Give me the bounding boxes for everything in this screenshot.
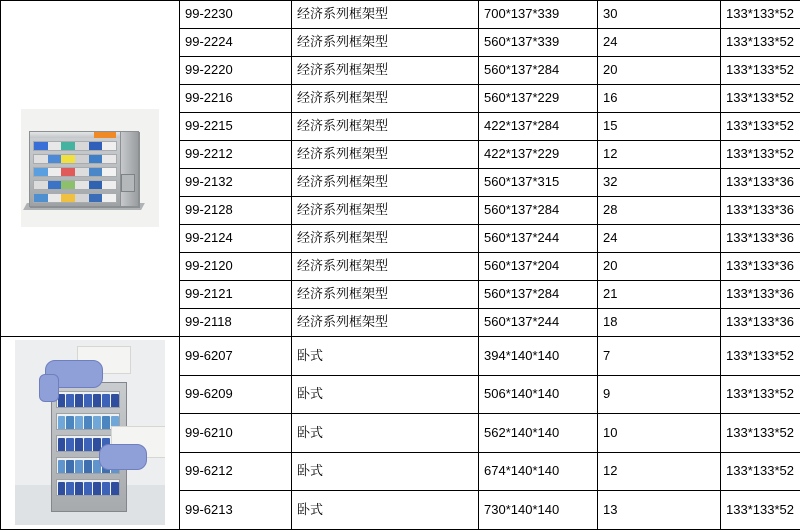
cell-type: 经济系列框架型	[292, 57, 479, 85]
cell-dimension: 562*140*140	[479, 414, 598, 453]
cell-count: 16	[598, 85, 721, 113]
cell-box-size: 133*133*36	[721, 253, 800, 281]
cell-box-size: 133*133*36	[721, 309, 800, 337]
cell-dimension: 422*137*284	[479, 113, 598, 141]
product-image-freezer-rack	[1, 1, 180, 337]
cell-model: 99-6209	[180, 375, 292, 414]
product-image-tube-rack-handling	[1, 337, 180, 530]
cell-box-size: 133*133*36	[721, 281, 800, 309]
cell-type: 经济系列框架型	[292, 85, 479, 113]
cell-dimension: 560*137*315	[479, 169, 598, 197]
cell-dimension: 394*140*140	[479, 337, 598, 376]
cell-box-size: 133*133*52	[721, 113, 800, 141]
cell-type: 经济系列框架型	[292, 309, 479, 337]
cell-type: 经济系列框架型	[292, 197, 479, 225]
cell-dimension: 560*137*339	[479, 29, 598, 57]
cell-type: 卧式	[292, 375, 479, 414]
cell-count: 12	[598, 141, 721, 169]
cell-model: 99-2128	[180, 197, 292, 225]
cell-box-size: 133*133*52	[721, 57, 800, 85]
freezer-rack-illustration	[21, 109, 159, 227]
cell-dimension: 560*137*284	[479, 197, 598, 225]
table-row	[1, 1, 800, 29]
cell-count: 12	[598, 452, 721, 491]
cell-box-size: 133*133*36	[721, 169, 800, 197]
cell-count: 13	[598, 491, 721, 530]
cell-model: 99-2216	[180, 85, 292, 113]
cell-model: 99-6212	[180, 452, 292, 491]
cell-dimension: 730*140*140	[479, 491, 598, 530]
cell-dimension: 700*137*339	[479, 1, 598, 29]
cell-type: 经济系列框架型	[292, 29, 479, 57]
cell-type: 经济系列框架型	[292, 141, 479, 169]
cell-model: 99-2132	[180, 169, 292, 197]
cell-dimension: 674*140*140	[479, 452, 598, 491]
cell-dimension: 560*137*284	[479, 281, 598, 309]
cell-model: 99-6210	[180, 414, 292, 453]
cell-dimension: 560*137*229	[479, 85, 598, 113]
cell-model: 99-2118	[180, 309, 292, 337]
cell-count: 24	[598, 29, 721, 57]
cell-box-size: 133*133*52	[721, 491, 800, 530]
cell-count: 20	[598, 57, 721, 85]
cell-count: 28	[598, 197, 721, 225]
cell-dimension: 506*140*140	[479, 375, 598, 414]
cell-count: 18	[598, 309, 721, 337]
cell-dimension: 560*137*284	[479, 57, 598, 85]
cell-type: 卧式	[292, 337, 479, 376]
cell-count: 20	[598, 253, 721, 281]
cell-dimension: 560*137*244	[479, 225, 598, 253]
cell-count: 30	[598, 1, 721, 29]
cell-model: 99-2230	[180, 1, 292, 29]
cell-count: 24	[598, 225, 721, 253]
cell-box-size: 133*133*52	[721, 337, 800, 376]
cell-box-size: 133*133*52	[721, 414, 800, 453]
cell-type: 卧式	[292, 452, 479, 491]
cell-box-size: 133*133*52	[721, 141, 800, 169]
cell-type: 经济系列框架型	[292, 113, 479, 141]
gloved-hand-side	[99, 444, 147, 470]
cell-model: 99-6213	[180, 491, 292, 530]
cell-box-size: 133*133*36	[721, 225, 800, 253]
cell-model: 99-2120	[180, 253, 292, 281]
cell-model: 99-2124	[180, 225, 292, 253]
cell-count: 32	[598, 169, 721, 197]
cell-count: 15	[598, 113, 721, 141]
cell-box-size: 133*133*52	[721, 29, 800, 57]
gloved-thumb	[39, 374, 59, 402]
orange-label-icon	[94, 131, 116, 138]
cell-box-size: 133*133*52	[721, 375, 800, 414]
cell-type: 经济系列框架型	[292, 253, 479, 281]
cell-count: 21	[598, 281, 721, 309]
cell-model: 99-2224	[180, 29, 292, 57]
cell-box-size: 133*133*52	[721, 1, 800, 29]
cell-count: 10	[598, 414, 721, 453]
table-row	[1, 337, 800, 376]
cell-count: 9	[598, 375, 721, 414]
cell-box-size: 133*133*52	[721, 452, 800, 491]
cell-type: 经济系列框架型	[292, 225, 479, 253]
cell-model: 99-2212	[180, 141, 292, 169]
cell-model: 99-2215	[180, 113, 292, 141]
cell-dimension: 422*137*229	[479, 141, 598, 169]
tube-rack-handling-illustration	[15, 340, 165, 525]
cell-type: 卧式	[292, 491, 479, 530]
cell-type: 经济系列框架型	[292, 1, 479, 29]
cell-type: 经济系列框架型	[292, 281, 479, 309]
cell-box-size: 133*133*36	[721, 197, 800, 225]
cell-model: 99-2121	[180, 281, 292, 309]
cell-dimension: 560*137*204	[479, 253, 598, 281]
cell-type: 卧式	[292, 414, 479, 453]
rack-handle-icon	[121, 174, 135, 192]
cell-model: 99-2220	[180, 57, 292, 85]
cell-type: 经济系列框架型	[292, 169, 479, 197]
cell-count: 7	[598, 337, 721, 376]
cell-dimension: 560*137*244	[479, 309, 598, 337]
cell-model: 99-6207	[180, 337, 292, 376]
cell-box-size: 133*133*52	[721, 85, 800, 113]
